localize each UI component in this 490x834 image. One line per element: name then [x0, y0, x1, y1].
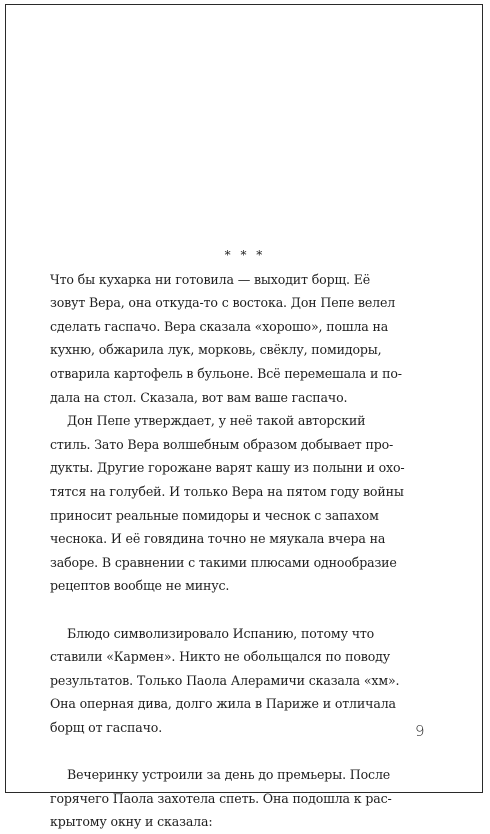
text-line: дукты. Другие горожане варят кашу из полыни и охо- — [50, 460, 405, 476]
page-text — [50, 244, 440, 834]
paragraph-gap — [50, 739, 440, 763]
paragraph — [50, 409, 440, 598]
text-line: заборе. В сравнении с такими плюсами однообразие — [50, 554, 397, 570]
text-line: Вечеринку устроили за день до премьеры. После — [67, 767, 391, 783]
text-line: борщ от гаспачо. — [50, 719, 163, 735]
page-number: 9 — [415, 722, 425, 740]
text-line: Она оперная дива, долго жила в Париже и отличала — [50, 696, 396, 712]
text-line: горячего Паола захотела спеть. Она подошла к рас- — [50, 790, 392, 806]
text-line: тятся на голубей. И только Вера на пятом году войны — [50, 483, 404, 499]
text-line: результатов. Только Паола Алерамичи сказала «хм». — [50, 672, 400, 688]
text-line: стиль. Зато Вера волшебным образом добывает про- — [50, 436, 394, 452]
text-line: дала на стол. Сказала, вот вам ваше гаспачо. — [50, 389, 348, 405]
text-line: чеснока. И её говядина точно не мяукала вчера на — [50, 531, 386, 547]
section-separator: * * * — [224, 248, 266, 262]
book-page — [5, 4, 483, 830]
paragraph — [50, 622, 440, 740]
text-line: кухню, обжарила лук, морковь, свёклу, помидоры, — [50, 342, 382, 358]
paragraph-gap — [50, 598, 440, 622]
text-line: рецептов вообще не минус. — [50, 578, 230, 594]
paragraph — [50, 763, 440, 834]
text-line: Блюдо символизировало Испанию, потому что — [67, 625, 375, 641]
text-line: сделать гаспачо. Вера сказала «хорошо», пошла на — [50, 318, 389, 334]
text-line: отварила картофель в бульоне. Всё перемешала и по- — [50, 365, 402, 381]
text-line: Что бы кухарка ни готовила — выходит борщ. Её — [50, 271, 371, 287]
paragraphs — [50, 268, 440, 834]
text-line: приносит реальные помидоры и чеснок с запахом — [50, 507, 379, 523]
text-line: ставили «Кармен». Никто не обольщался по поводу — [50, 649, 390, 665]
text-line: Дон Пепе утверждает, у неё такой авторский — [67, 413, 366, 429]
text-line: крытому окну и сказала: — [50, 814, 213, 830]
text-line: зовут Вера, она откуда-то с востока. Дон Пепе велел — [50, 295, 396, 311]
paragraph — [50, 268, 440, 410]
